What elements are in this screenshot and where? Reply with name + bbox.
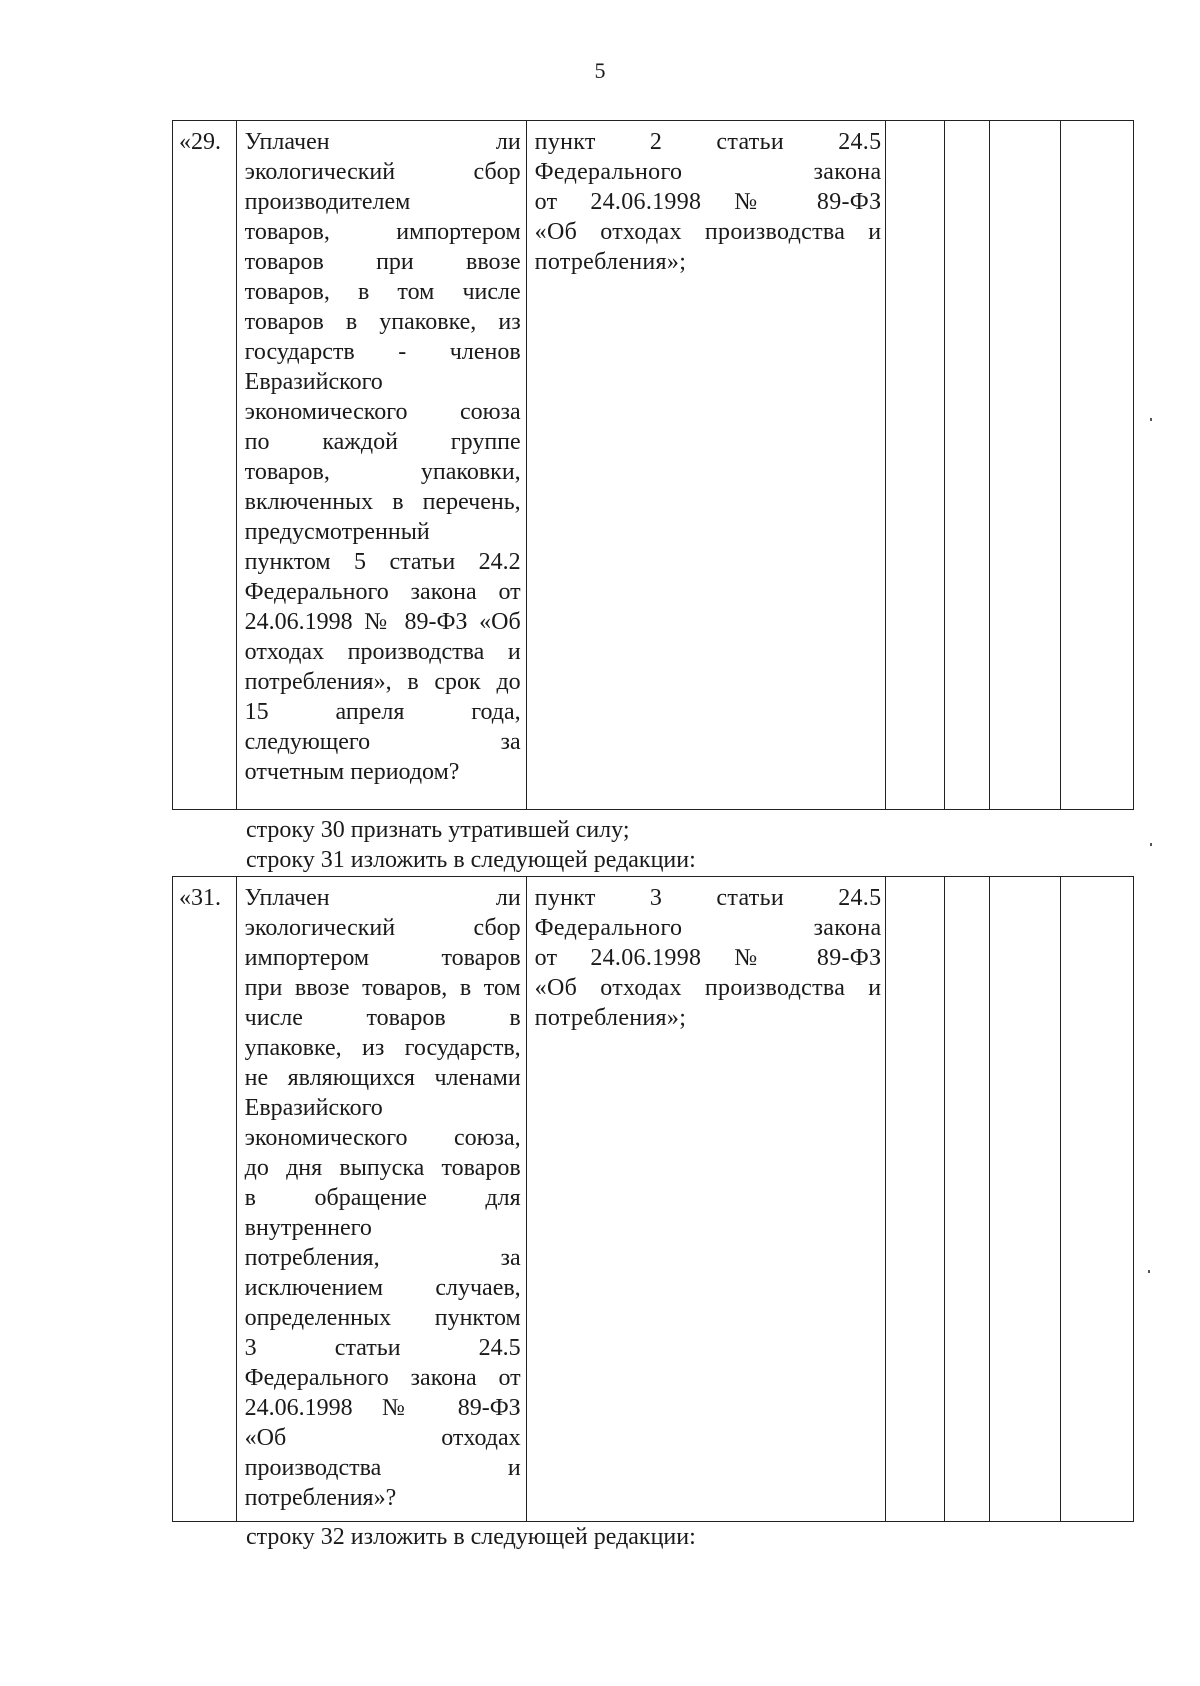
page-number: 5 xyxy=(594,58,606,83)
text-line: исключением случаев, xyxy=(244,1275,521,1301)
scan-speck xyxy=(1150,418,1152,421)
empty-cell xyxy=(886,121,945,810)
table-row-31 xyxy=(172,876,1134,1522)
text-line: от 24.06.1998 № 89-ФЗ xyxy=(534,945,882,971)
text-line: товаров, упаковки, xyxy=(244,459,521,485)
text-line: отчетным периодом? xyxy=(244,759,460,785)
question-cell xyxy=(236,121,526,810)
text-line: импортером товаров xyxy=(244,945,521,971)
empty-cell xyxy=(990,877,1061,1522)
text-line: 24.06.1998 № 89-ФЗ «Об xyxy=(244,609,521,635)
row-number: «31. xyxy=(179,885,221,911)
text-line: определенных пунктом xyxy=(244,1305,521,1331)
text-line: Федерального закона от xyxy=(244,1365,521,1391)
empty-cell xyxy=(1061,121,1134,810)
text-line: Федерального закона xyxy=(534,915,882,941)
scan-speck xyxy=(1150,843,1152,846)
scan-speck xyxy=(1148,1270,1150,1273)
text-line: Уплачен ли xyxy=(244,885,521,911)
reference-cell xyxy=(526,877,886,1522)
text-line: до дня выпуска товаров xyxy=(244,1155,521,1181)
row-number-cell xyxy=(173,121,237,810)
text-line: товаров при ввозе xyxy=(244,249,521,275)
text-line: Евразийского xyxy=(244,369,383,395)
text-line: «Об отходах производства и xyxy=(534,975,882,1001)
paragraph-row-31-intro: строку 31 изложить в следующей редакции: xyxy=(246,847,696,873)
text-line: потребления, за xyxy=(244,1245,521,1271)
text-line: экономического союза xyxy=(244,399,521,425)
empty-cell xyxy=(886,877,945,1522)
empty-cell xyxy=(990,121,1061,810)
text-line: «Об отходах xyxy=(244,1425,521,1451)
paragraph-row-32-intro: строку 32 изложить в следующей редакции: xyxy=(246,1524,696,1550)
text-line: Федерального закона xyxy=(534,159,882,185)
question-text xyxy=(245,883,521,1513)
text-line: Уплачен ли xyxy=(244,129,521,155)
text-line: числе товаров в xyxy=(244,1005,521,1031)
empty-cell xyxy=(1061,877,1134,1522)
text-line: потребления»; xyxy=(534,249,687,275)
empty-cell xyxy=(945,121,990,810)
question-text xyxy=(245,127,521,787)
text-line: экологический сбор xyxy=(244,159,521,185)
reference-text xyxy=(535,127,882,277)
text-line: при ввозе товаров, в том xyxy=(244,975,521,1001)
text-line: потребления»? xyxy=(244,1485,397,1511)
text-line: упаковке, из государств, xyxy=(244,1035,521,1061)
text-line: экономического союза, xyxy=(244,1125,521,1151)
text-line: потребления»; xyxy=(534,1005,687,1031)
text-line: 24.06.1998 № 89-ФЗ xyxy=(244,1395,521,1421)
text-line: от 24.06.1998 № 89-ФЗ xyxy=(534,189,882,215)
empty-cell xyxy=(945,877,990,1522)
text-line: не являющихся членами xyxy=(244,1065,521,1091)
text-line: производства и xyxy=(244,1455,521,1481)
text-line: пунктом 5 статьи 24.2 xyxy=(244,549,521,575)
text-line: Федерального закона от xyxy=(244,579,521,605)
text-line: предусмотренный xyxy=(244,519,430,545)
question-cell xyxy=(236,877,526,1522)
text-line: Евразийского xyxy=(244,1095,383,1121)
paragraph-row-30: строку 30 признать утратившей силу; xyxy=(246,817,630,843)
text-line: в обращение для xyxy=(244,1185,521,1211)
text-line: товаров в упаковке, из xyxy=(244,309,521,335)
text-line: включенных в перечень, xyxy=(244,489,521,515)
text-line: 15 апреля года, xyxy=(244,699,521,725)
text-line: 3 статьи 24.5 xyxy=(244,1335,521,1361)
text-line: пункт 2 статьи 24.5 xyxy=(534,129,882,155)
text-line: товаров, в том числе xyxy=(244,279,521,305)
text-line: «Об отходах производства и xyxy=(534,219,882,245)
table-row-29 xyxy=(172,120,1134,810)
text-line: производителем xyxy=(244,189,411,215)
text-line: по каждой группе xyxy=(244,429,521,455)
text-line: экологический сбор xyxy=(244,915,521,941)
reference-text xyxy=(535,883,882,1033)
text-line: следующего за xyxy=(244,729,521,755)
text-line: пункт 3 статьи 24.5 xyxy=(534,885,882,911)
text-line: государств - членов xyxy=(244,339,521,365)
row-number-cell xyxy=(173,877,237,1522)
text-line: товаров, импортером xyxy=(244,219,521,245)
reference-cell xyxy=(526,121,886,810)
text-line: потребления», в срок до xyxy=(244,669,521,695)
text-line: отходах производства и xyxy=(244,639,521,665)
row-number: «29. xyxy=(179,129,221,155)
text-line: внутреннего xyxy=(244,1215,372,1241)
